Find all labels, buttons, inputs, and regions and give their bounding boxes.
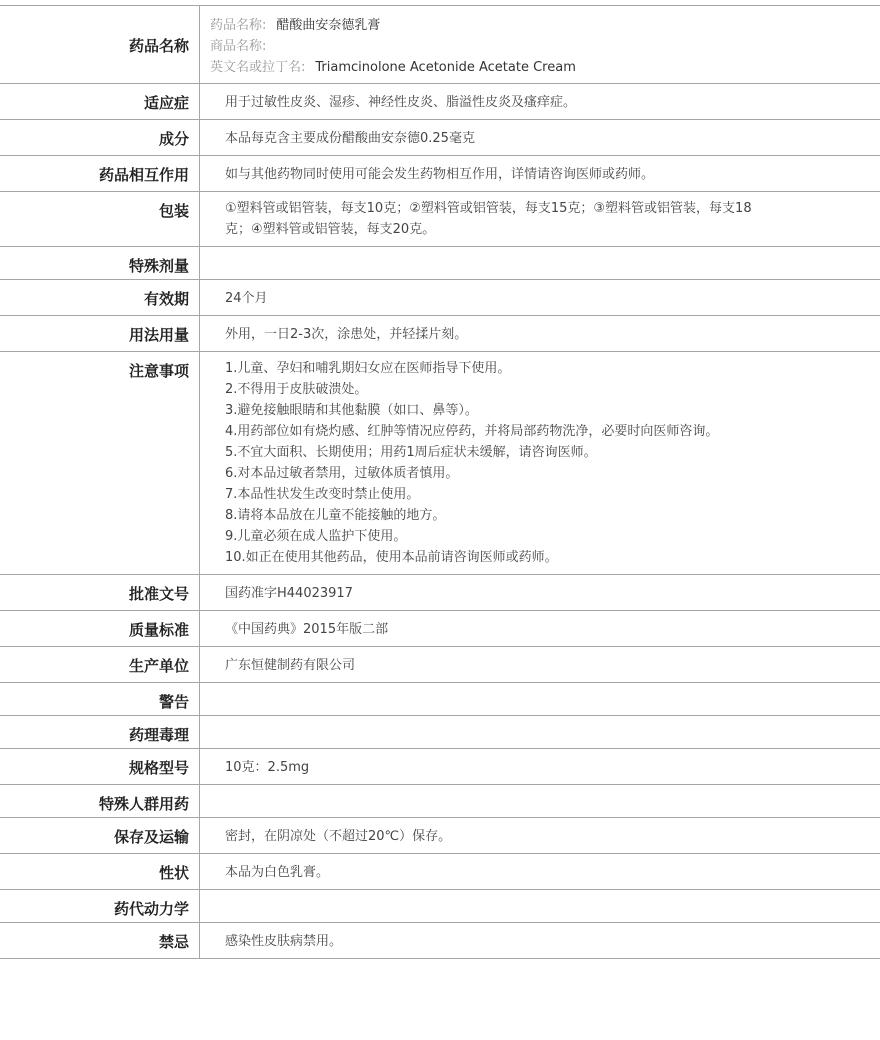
row-value [200, 785, 880, 817]
standard-row [0, 611, 880, 647]
list-item: 1.儿童、孕妇和哺乳期妇女应在医师指导下使用。 [225, 361, 511, 376]
contraindications-row [0, 923, 880, 959]
row-value: 本品每克含主要成份醋酸曲安奈德0.25毫克 [225, 131, 475, 146]
list-item: 4.用药部位如有烧灼感、红肿等情况应停药，并将局部药物洗净，必要时向医师咨询。 [225, 424, 719, 439]
english-name-value: Triamcinolone Acetonide Acetate Cream [315, 60, 576, 75]
special-dosage-row [0, 247, 880, 280]
row-label: 药理毒理 [0, 716, 200, 748]
row-value: 密封，在阴凉处（不超过20℃）保存。 [225, 829, 452, 844]
appearance-row [0, 854, 880, 890]
row-label: 批准文号 [0, 575, 200, 610]
row-label: 生产单位 [0, 647, 200, 682]
row-value: 国药准字H44023917 [225, 586, 353, 601]
row-label: 药品名称 [0, 6, 200, 83]
interactions-row [0, 156, 880, 192]
precautions-list [200, 352, 880, 574]
list-item: 8.请将本品放在儿童不能接触的地方。 [225, 508, 446, 523]
row-value: 外用，一日2-3次，涂患处，并轻揉片刻。 [225, 327, 468, 342]
precautions-row [0, 352, 880, 575]
drug-name-value: 醋酸曲安奈德乳膏 [276, 18, 381, 33]
indications-row [0, 84, 880, 120]
storage-row [0, 818, 880, 854]
english-name-key: 英文名或拉丁名: [210, 60, 306, 75]
packaging-row [0, 192, 880, 247]
approval-row [0, 575, 880, 611]
row-label: 药品相互作用 [0, 156, 200, 191]
row-value: 如与其他药物同时使用可能会发生药物相互作用，详情请咨询医师或药师。 [225, 167, 655, 182]
list-item: 3.避免接触眼睛和其他黏膜（如口、鼻等）。 [225, 403, 478, 418]
manufacturer-row [0, 647, 880, 683]
row-label: 质量标准 [0, 611, 200, 646]
row-label: 注意事项 [0, 352, 200, 574]
spec-row [0, 749, 880, 785]
special-population-row [0, 785, 880, 818]
row-label: 成分 [0, 120, 200, 155]
expiry-row [0, 280, 880, 316]
row-label: 有效期 [0, 280, 200, 315]
row-label: 特殊人群用药 [0, 785, 200, 817]
pharmacokinetics-row [0, 890, 880, 923]
row-value: 本品为白色乳膏。 [225, 865, 330, 880]
list-item: 7.本品性状发生改变时禁止使用。 [225, 487, 420, 502]
list-item: 10.如正在使用其他药品，使用本品前请咨询医师或药师。 [225, 550, 558, 565]
row-value [200, 716, 880, 748]
warning-row [0, 683, 880, 716]
usage-row [0, 316, 880, 352]
row-value [200, 683, 880, 715]
list-item: 2.不得用于皮肤破溃处。 [225, 382, 368, 397]
trade-name-line [210, 36, 870, 57]
row-value: 10克：2.5mg [225, 760, 310, 775]
row-value: 广东恒健制药有限公司 [225, 658, 356, 673]
row-label: 性状 [0, 854, 200, 889]
row-value [200, 247, 880, 279]
row-label: 用法用量 [0, 316, 200, 351]
pharmacology-row [0, 716, 880, 749]
drug-info-table [0, 5, 880, 959]
ingredients-row [0, 120, 880, 156]
row-value: 感染性皮肤病禁用。 [225, 934, 343, 949]
row-label: 适应症 [0, 84, 200, 119]
row-label: 规格型号 [0, 749, 200, 784]
row-label: 禁忌 [0, 923, 200, 958]
row-value: 24个月 [225, 291, 268, 306]
row-value [200, 890, 880, 922]
drug-name-line [210, 15, 870, 36]
row-label: 保存及运输 [0, 818, 200, 853]
row-label: 药代动力学 [0, 890, 200, 922]
drug-name-key: 药品名称: [210, 18, 267, 33]
english-name-line [210, 57, 870, 78]
list-item: 5.不宜大面积、长期使用；用药1周后症状未缓解，请咨询医师。 [225, 445, 597, 460]
row-label: 警告 [0, 683, 200, 715]
row-label: 特殊剂量 [0, 247, 200, 279]
row-value: 《中国药典》2015年版二部 [225, 622, 389, 637]
row-label: 包装 [0, 192, 200, 246]
row-value: 用于过敏性皮炎、湿疹、神经性皮炎、脂溢性皮炎及瘙痒症。 [225, 95, 577, 110]
row-value: ①塑料管或铝管装，每支10克；②塑料管或铝管装，每支15克；③塑料管或铝管装，每支18克；④塑料管或铝管装，每支20克。 [225, 201, 752, 237]
list-item: 6.对本品过敏者禁用，过敏体质者慎用。 [225, 466, 459, 481]
drug-name-cell [200, 6, 880, 83]
drug-name-row [0, 6, 880, 84]
trade-name-key: 商品名称: [210, 39, 267, 54]
list-item: 9.儿童必须在成人监护下使用。 [225, 529, 407, 544]
